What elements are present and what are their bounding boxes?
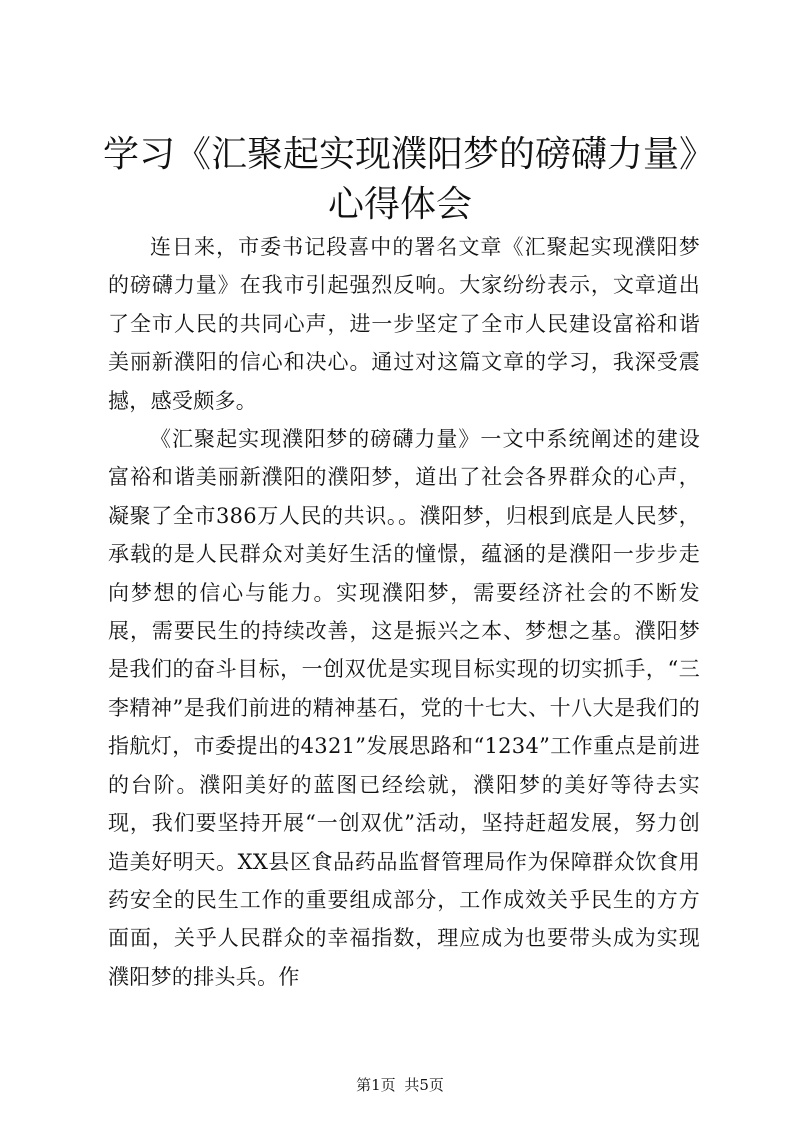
page-footer — [0, 1075, 800, 1095]
document-body — [108, 228, 700, 996]
page-total: 共5页 — [404, 1076, 444, 1094]
paragraph-1: 连日来，市委书记段喜中的署名文章《汇聚起实现濮阳梦的磅礴力量》在我市引起强烈反响。大家纷纷表示，文章道出了全市人民的共同心声，进一步坚定了全市人民建设富裕和谐美丽新濮阳的信心和决心。通过对这篇文章的学习，我深受震撼，感受颇多。 — [108, 235, 700, 413]
paragraph-2: 《汇聚起实现濮阳梦的磅礴力量》一文中系统阐述的建设富裕和谐美丽新濮阳的濮阳梦，道出了社会各界群众的心声，凝聚了全市386万人民的共识。。濮阳梦，归根到底是人民梦，承载的是人民群众对美好生活的憧憬，蕴涵的是濮阳一步步走向梦想的信心与能力。实现濮阳梦，需要经济社会的不断发展，需要民生的持续改善，这是振兴之本、梦想之基。濮阳梦是我们的奋斗目标，一创双优是实现目标实现的切实抓手，“三李精神”是我们前进的精神基石，党的十七大、十八大是我们的指航灯，市委提出的4321”发展思路和“1234”工作重点是前进的台阶。濮阳美好的蓝图已经绘就，濮阳梦的美好等待去实现，我们要坚持开展“一创双优”活动，坚持赶超发展，努力创造美好明天。XX县区食品药品监督管理局作为保障群众饮食用药安全的民生工作的重要组成部分，工作成效关乎民生的方方面面，关乎人民群众的幸福指数，理应成为也要带头成为实现濮阳梦的排头兵。作 — [108, 427, 700, 989]
document-title: 学习《汇聚起实现濮阳梦的磅礴力量》心得体会 — [102, 134, 697, 225]
page-number: 第1页 — [356, 1076, 396, 1094]
